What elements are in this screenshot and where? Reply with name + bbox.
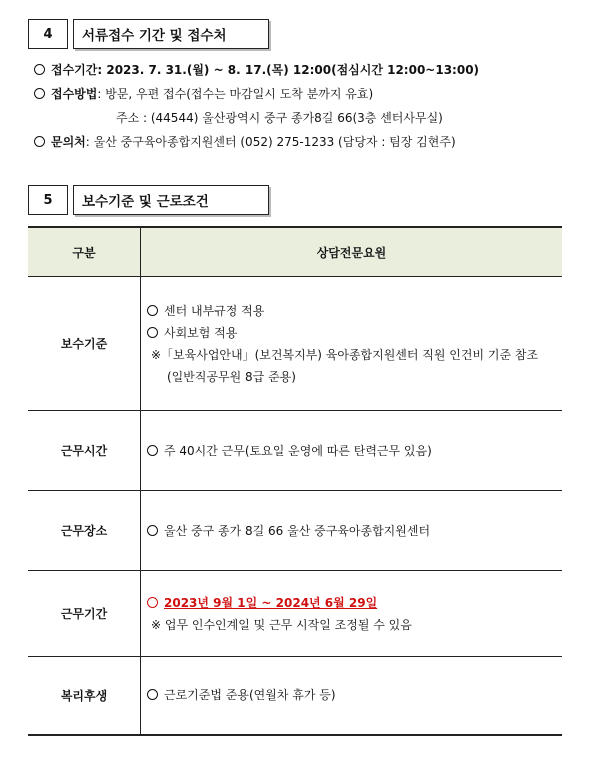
row-content	[141, 491, 563, 571]
header-position: 상담전문요원	[141, 227, 563, 277]
circle-bullet-icon	[147, 327, 158, 338]
section-5-header	[28, 185, 269, 215]
list-item	[147, 592, 561, 614]
list-item: 사회보험 적용	[147, 322, 561, 344]
row-content	[141, 277, 563, 411]
section-number: 4	[28, 19, 68, 49]
list-item: 주 40시간 근무(토요일 운영에 따른 탄력근무 있음)	[147, 440, 561, 462]
method-line	[34, 85, 373, 102]
row-content	[141, 657, 563, 735]
period-label: 접수기간	[51, 63, 98, 77]
method-value: : 방문, 우편 접수(접수는 마감일시 도착 분까지 유효)	[97, 87, 374, 101]
circle-bullet-icon	[34, 64, 45, 75]
note-text: ※ 업무 인수인계일 및 근무 시작일 조정될 수 있음	[151, 617, 412, 632]
row-label: 복리후생	[28, 657, 141, 735]
section-title: 서류접수 기간 및 접수처	[73, 19, 269, 49]
circle-bullet-icon	[147, 689, 158, 700]
note-text-2: (일반직공무원 8급 준용)	[167, 369, 296, 384]
list-item: 근로기준법 준용(연월차 휴가 등)	[147, 684, 561, 706]
contact-label: 문의처	[51, 135, 86, 149]
circle-bullet-icon	[147, 445, 158, 456]
method-label: 접수방법	[51, 87, 98, 101]
period-highlight: 2023년 9월 1일 ~ 2024년 6월 29일	[164, 595, 378, 610]
table-header-row	[28, 227, 562, 277]
circle-bullet-icon	[147, 525, 158, 536]
table-row	[28, 491, 562, 571]
note-text: ※「보육사업안내」(보건복지부) 육아종합지원센터 직원 인건비 기준 참조	[151, 347, 539, 362]
row-content	[141, 411, 563, 491]
address-line	[116, 109, 443, 126]
section-number: 5	[28, 185, 68, 215]
section-4-header	[28, 19, 269, 49]
row-content	[141, 571, 563, 657]
row-label: 근무시간	[28, 411, 141, 491]
period-line	[34, 61, 479, 78]
row-label: 근무기간	[28, 571, 141, 657]
table-row	[28, 571, 562, 657]
contact-line	[34, 133, 456, 150]
table-row	[28, 411, 562, 491]
list-item: 울산 중구 종가 8길 66 울산 중구육아종합지원센터	[147, 520, 561, 542]
section-title: 보수기준 및 근로조건	[73, 185, 269, 215]
contact-value: : 울산 중구육아종합지원센터 (052) 275-1233 (담당자 : 팀장 김현주)	[85, 135, 456, 149]
row-label: 근무장소	[28, 491, 141, 571]
circle-bullet-icon	[147, 305, 158, 316]
circle-bullet-icon	[147, 597, 158, 608]
row-label: 보수기준	[28, 277, 141, 411]
table-row	[28, 277, 562, 411]
address-text: 주소 : (44544) 울산광역시 중구 종가8길 66(3층 센터사무실)	[116, 111, 443, 125]
table-row	[28, 657, 562, 735]
list-item: 센터 내부규정 적용	[147, 300, 561, 322]
circle-bullet-icon	[34, 88, 45, 99]
header-category: 구분	[28, 227, 141, 277]
circle-bullet-icon	[34, 136, 45, 147]
conditions-table	[28, 226, 562, 736]
period-value: : 2023. 7. 31.(월) ~ 8. 17.(목) 12:00(점심시간 12:00~13:00)	[97, 63, 480, 77]
